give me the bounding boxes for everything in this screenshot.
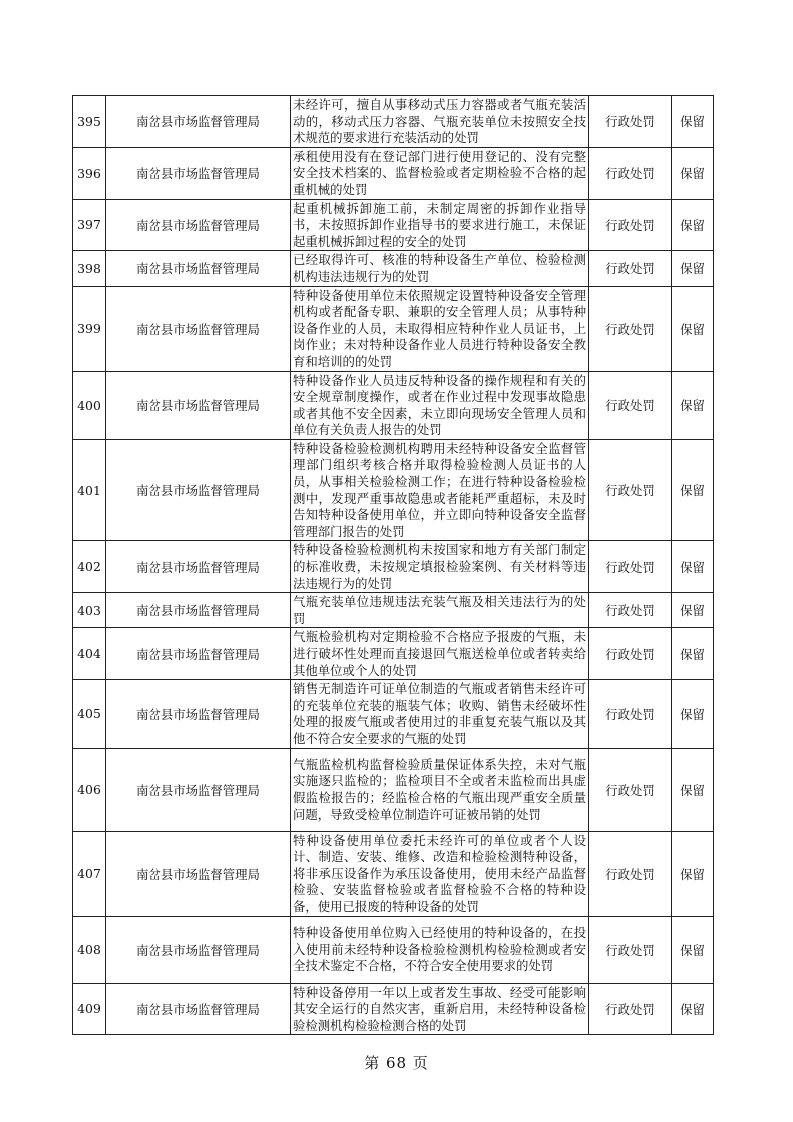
item-type: 行政处罚: [589, 628, 672, 680]
penalty-table: [72, 95, 714, 1035]
item-description: 特种设备使用单位未依照规定设置特种设备安全管理机构或者配备专职、兼职的安全管理人员；从事特种设备作业的人员，未取得相应特种作业人员证书，上岗作业；未对特种设备作业人员进行特种设备安全教育和培训的的处罚: [291, 286, 589, 371]
agency-name: 南岔县市场监督管理局: [106, 286, 291, 371]
item-description: 特种设备使用单位委托未经许可的单位或者个人设计、制造、安装、维修、改造和检验检测特种设备，将非承压设备作为承压设备使用，使用未经产品监督检验、安装监督检验或者监督检验不合格的特种设备，使用已报废的特种设备的处罚: [291, 831, 589, 916]
item-type: 行政处罚: [589, 593, 672, 628]
row-number: 399: [73, 286, 106, 371]
item-type: 行政处罚: [589, 680, 672, 748]
row-number: 405: [73, 680, 106, 748]
item-description: 起重机械拆卸施工前，未制定周密的拆卸作业指导书，未按照拆卸作业指导书的要求进行施工，未保证起重机械拆卸过程的安全的处罚: [291, 199, 589, 251]
item-type: 行政处罚: [589, 916, 672, 983]
row-number: 409: [73, 983, 106, 1035]
item-description: 气瓶检验机构对定期检验不合格应予报废的气瓶，未进行破坏性处理而直接退回气瓶送检单位或者转卖给其他单位或个人的处罚: [291, 628, 589, 680]
agency-name: 南岔县市场监督管理局: [106, 983, 291, 1035]
item-status: 保留: [672, 199, 714, 251]
item-description: 特种设备作业人员违反特种设备的操作规程和有关的安全规章制度操作，或者在作业过程中发现事故隐患或者其他不安全因素，未立即向现场安全管理人员和单位有关负责人报告的处罚: [291, 371, 589, 439]
row-number: 397: [73, 199, 106, 251]
item-status: 保留: [672, 593, 714, 628]
item-description: 特种设备检验检测机构聘用未经特种设备安全监督管理部门组织考核合格并取得检验检测人员证书的人员，从事相关检验检测工作；在进行特种设备检验检测中，发现严重事故隐患或者能耗严重超标，未及时告知特种设备使用单位，并立即向特种设备安全监督管理部门报告的处罚: [291, 439, 589, 541]
agency-name: 南岔县市场监督管理局: [106, 831, 291, 916]
item-type: 行政处罚: [589, 748, 672, 831]
row-number: 403: [73, 593, 106, 628]
item-status: 保留: [672, 147, 714, 199]
table-body: [73, 96, 714, 1035]
row-number: 406: [73, 748, 106, 831]
item-status: 保留: [672, 439, 714, 541]
item-description: 气瓶充装单位违规违法充装气瓶及相关违法行为的处罚: [291, 593, 589, 628]
item-description: 特种设备检验检测机构未按国家和地方有关部门制定的标准收费，未按规定填报检验案例、有关材料等违法违规行为的处罚: [291, 541, 589, 593]
table-row: [73, 748, 714, 831]
table-row: [73, 628, 714, 680]
item-type: 行政处罚: [589, 286, 672, 371]
agency-name: 南岔县市场监督管理局: [106, 96, 291, 148]
item-status: 保留: [672, 371, 714, 439]
item-status: 保留: [672, 286, 714, 371]
item-type: 行政处罚: [589, 831, 672, 916]
agency-name: 南岔县市场监督管理局: [106, 680, 291, 748]
row-number: 408: [73, 916, 106, 983]
row-number: 404: [73, 628, 106, 680]
agency-name: 南岔县市场监督管理局: [106, 916, 291, 983]
item-status: 保留: [672, 916, 714, 983]
row-number: 396: [73, 147, 106, 199]
item-status: 保留: [672, 748, 714, 831]
row-number: 407: [73, 831, 106, 916]
row-number: 398: [73, 251, 106, 286]
table-row: [73, 593, 714, 628]
agency-name: 南岔县市场监督管理局: [106, 628, 291, 680]
item-status: 保留: [672, 541, 714, 593]
item-type: 行政处罚: [589, 439, 672, 541]
row-number: 395: [73, 96, 106, 148]
table-row: [73, 916, 714, 983]
item-type: 行政处罚: [589, 199, 672, 251]
table-row: [73, 286, 714, 371]
item-status: 保留: [672, 628, 714, 680]
table-row: [73, 96, 714, 148]
agency-name: 南岔县市场监督管理局: [106, 748, 291, 831]
item-status: 保留: [672, 680, 714, 748]
item-type: 行政处罚: [589, 96, 672, 148]
agency-name: 南岔县市场监督管理局: [106, 541, 291, 593]
item-status: 保留: [672, 251, 714, 286]
item-description: 未经许可，擅自从事移动式压力容器或者气瓶充装活动的，移动式压力容器、气瓶充装单位未按照安全技术规范的要求进行充装活动的处罚: [291, 96, 589, 148]
table-row: [73, 439, 714, 541]
agency-name: 南岔县市场监督管理局: [106, 371, 291, 439]
table-row: [73, 831, 714, 916]
table-row: [73, 541, 714, 593]
item-description: 特种设备使用单位购入已经使用的特种设备的，在投入使用前未经特种设备检验检测机构检验检测或者安全技术鉴定不合格，不符合安全使用要求的处罚: [291, 916, 589, 983]
agency-name: 南岔县市场监督管理局: [106, 593, 291, 628]
row-number: 402: [73, 541, 106, 593]
item-description: 销售无制造许可证单位制造的气瓶或者销售未经许可的充装单位充装的瓶装气体；收购、销售未经破坏性处理的报废气瓶或者使用过的非重复充装气瓶以及其他不符合安全要求的气瓶的处罚: [291, 680, 589, 748]
table-row: [73, 983, 714, 1035]
item-description: 已经取得许可、核准的特种设备生产单位、检验检测机构违法违规行为的处罚: [291, 251, 589, 286]
agency-name: 南岔县市场监督管理局: [106, 199, 291, 251]
item-type: 行政处罚: [589, 541, 672, 593]
item-status: 保留: [672, 831, 714, 916]
row-number: 400: [73, 371, 106, 439]
table-row: [73, 251, 714, 286]
item-status: 保留: [672, 983, 714, 1035]
item-description: 承租使用没有在登记部门进行使用登记的、没有完整安全技术档案的、监督检验或者定期检验不合格的起重机械的处罚: [291, 147, 589, 199]
item-type: 行政处罚: [589, 371, 672, 439]
item-description: 气瓶监检机构监督检验质量保证体系失控，未对气瓶实施逐只监检的；监检项目不全或者未监检而出具虚假监检报告的；经监检合格的气瓶出现严重安全质量问题，导致受检单位制造许可证被吊销的处罚: [291, 748, 589, 831]
table-row: [73, 147, 714, 199]
table-row: [73, 371, 714, 439]
row-number: 401: [73, 439, 106, 541]
table-row: [73, 199, 714, 251]
agency-name: 南岔县市场监督管理局: [106, 439, 291, 541]
item-type: 行政处罚: [589, 983, 672, 1035]
agency-name: 南岔县市场监督管理局: [106, 147, 291, 199]
page-number: 第 68 页: [364, 1054, 429, 1072]
item-type: 行政处罚: [589, 147, 672, 199]
item-type: 行政处罚: [589, 251, 672, 286]
item-description: 特种设备停用一年以上或者发生事故、经受可能影响其安全运行的自然灾害，重新启用，未经特种设备检验检测机构检验检测合格的处罚: [291, 983, 589, 1035]
item-status: 保留: [672, 96, 714, 148]
agency-name: 南岔县市场监督管理局: [106, 251, 291, 286]
table-row: [73, 680, 714, 748]
